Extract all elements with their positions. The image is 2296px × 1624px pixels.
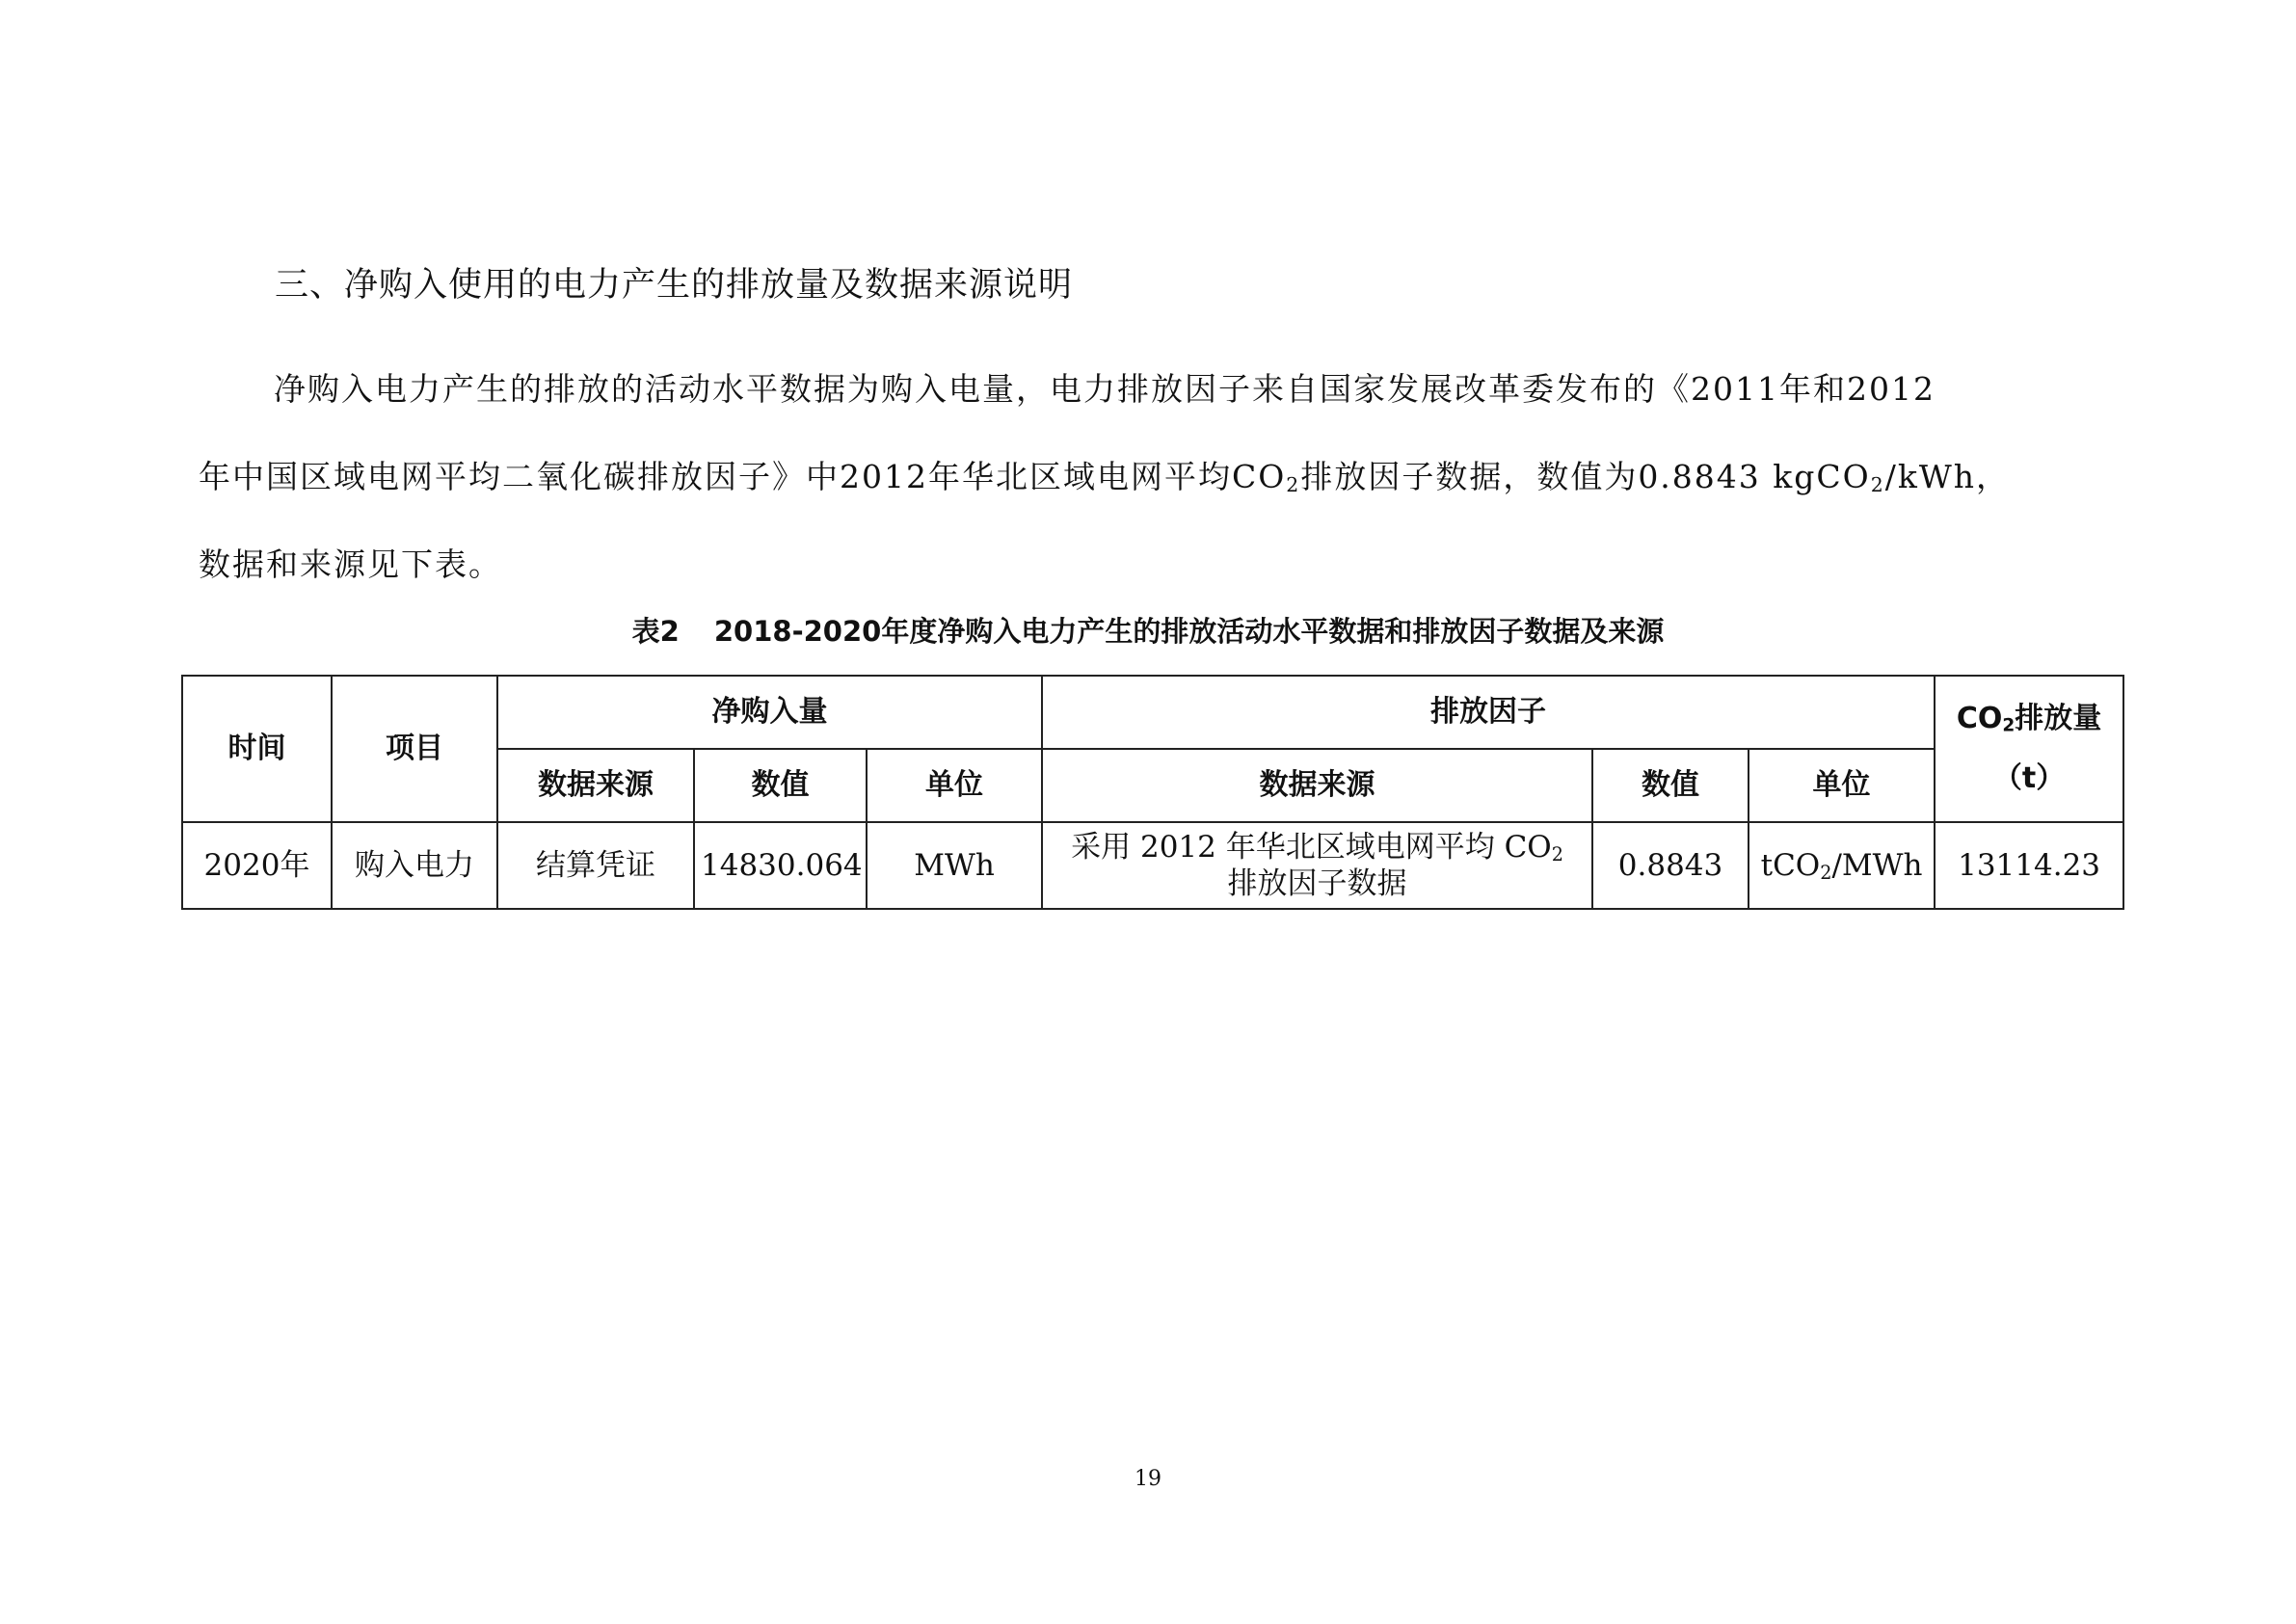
subscript-2: 2 [1551,842,1563,865]
cell-np-value: 14830.064 [694,822,867,909]
paragraph-line-2-part-a: 年中国区域电网平均二氧化碳排放因子》中2012年华北区域电网平均CO [199,458,1287,495]
header-np-source: 数据来源 [497,749,694,822]
paragraph-line-3: 数据和来源见下表。 [199,546,502,583]
table-caption-title: 2018-2020年度净购入电力产生的排放活动水平数据和排放因子数据及来源 [713,615,1665,648]
cell-ef-source-text-a: 采用 2012 年华北区域电网平均 CO [1071,830,1552,865]
header-co2-emission [1935,676,2123,822]
cell-np-source: 结算凭证 [497,822,694,909]
cell-ef-value: 0.8843 [1592,822,1749,909]
header-co2-text-b: 排放量 [2015,702,2102,735]
page-number: 19 [1135,1467,1161,1491]
paragraph-line-1: 净购入电力产生的排放的活动水平数据为购入电量，电力排放因子来自国家发展改革委发布的《2011年和2012 [274,370,1936,408]
header-np-unit: 单位 [867,749,1042,822]
paragraph-line-2 [199,433,2117,520]
cell-np-unit: MWh [867,822,1042,909]
emission-data-table [181,675,2124,910]
cell-ef-unit [1749,822,1935,909]
body-paragraph [199,345,2117,608]
header-co2-label [1941,702,2117,736]
cell-co2-emission: 13114.23 [1935,822,2123,909]
table-header-row-1 [182,676,2123,749]
section-heading: 三、净购入使用的电力产生的排放量及数据来源说明 [275,266,1074,305]
header-emission-factor: 排放因子 [1042,676,1935,749]
header-item: 项目 [332,676,497,822]
subscript-2: 2 [1820,861,1832,884]
subscript-2: 2 [2002,715,2016,736]
cell-item: 购入电力 [332,822,497,909]
table-caption-number: 表2 [631,615,680,648]
header-net-purchase: 净购入量 [497,676,1042,749]
subscript-2: 2 [1286,473,1301,497]
paragraph-line-2-part-c: /kWh， [1884,458,2011,495]
table-row [182,822,2123,909]
header-ef-source: 数据来源 [1042,749,1592,822]
paragraph-line-2-part-b: 排放因子数据，数值为0.8843 kgCO [1300,458,1871,495]
cell-ef-source [1042,822,1592,909]
header-co2-unit: （t） [1992,761,2066,795]
header-ef-value: 数值 [1592,749,1749,822]
cell-ef-unit-b: /MWh [1831,848,1923,883]
header-co2-text: CO [1956,702,2003,735]
cell-ef-unit-a: tCO [1760,848,1821,883]
cell-ef-source-text-b: 排放因子数据 [1227,866,1407,901]
header-np-value: 数值 [694,749,867,822]
header-ef-unit: 单位 [1749,749,1935,822]
header-time: 时间 [182,676,332,822]
subscript-2: 2 [1870,473,1885,497]
cell-time: 2020年 [182,822,332,909]
table-caption [0,610,2296,652]
